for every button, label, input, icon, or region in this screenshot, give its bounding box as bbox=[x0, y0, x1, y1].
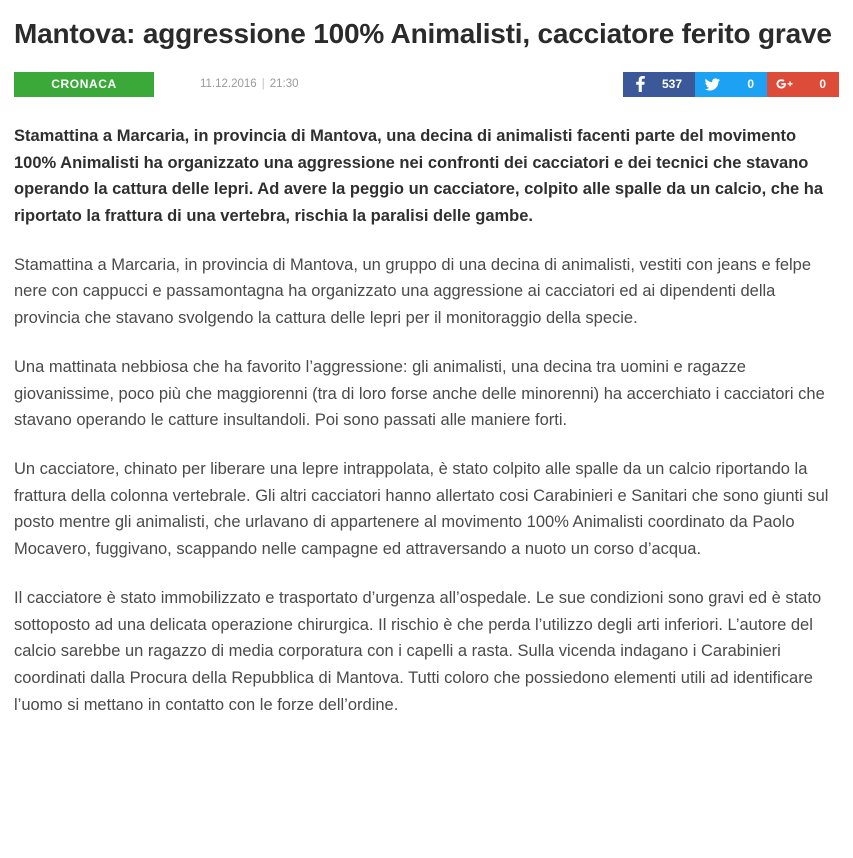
share-googleplus-button[interactable] bbox=[767, 72, 839, 97]
article-date-block bbox=[200, 72, 298, 97]
article-paragraph: Un cacciatore, chinato per liberare una lepre intrappolata, è stato colpito alle spalle da un calcio riportando la frattura della colonna vertebrale. Gli altri cacciatori hanno allertato cosi Carabinieri e Sanitari che sono giunti sul posto mentre gli animalisti, che urlavano di appartenere al movimento 100% Animalisti coordinato da Paolo Mocavero, fuggivano, scappando nelle campagne ed attraversando a nuoto un corso d’acqua. bbox=[14, 460, 829, 559]
google-plus-icon bbox=[767, 72, 801, 97]
share-twitter-button[interactable] bbox=[695, 72, 767, 97]
share-facebook-button[interactable] bbox=[623, 72, 695, 97]
date-separator: | bbox=[261, 78, 265, 91]
share-buttons bbox=[623, 72, 839, 97]
article-lead: Stamattina a Marcaria, in provincia di Mantova, una decina di animalisti facenti parte del movimento 100% Animalisti ha organizzato una aggressione nei confronti dei cacciatori e dei tecnici che stavano operando la cattura delle lepri. Ad avere la peggio un cacciatore, colpito alle spalle da un calcio, che ha riportato la frattura di una vertebra, rischia la paralisi delle gambe. bbox=[14, 126, 824, 225]
article-paragraph: Stamattina a Marcaria, in provincia di Mantova, un gruppo di una decina di animalisti, vestiti con jeans e felpe nere con cappucci e passamontagna ha organizzato una aggressione ai cacciatori ed ai dipendenti della provincia che stavano svolgendo la cattura delle lepri per il monitoraggio della specie. bbox=[14, 255, 812, 328]
twitter-share-count: 0 bbox=[747, 77, 754, 92]
article-time: 21:30 bbox=[269, 78, 299, 91]
page-title: Mantova: aggressione 100% Animalisti, cacciatore ferito grave bbox=[14, 18, 832, 49]
article-paragraph: Una mattinata nebbiosa che ha favorito l’aggressione: gli animalisti, una decina tra uomini e ragazze giovanissime, poco più che maggiorenni (tra di loro forse anche delle minorenni) ha accerchiato i cacciatori che stavano operando le catture insultandoli. Poi sono passati alle maniere forti. bbox=[14, 357, 825, 430]
article-paragraph: Il cacciatore è stato immobilizzato e trasportato d’urgenza all’ospedale. Le sue condizioni sono gravi ed è stato sottoposto ad una delicata operazione chirurgica. Il rischio è che perda l’utilizzo degli arti inferiori. L’autore del calcio sarebbe un ragazzo di media corporatura con i capelli a rasta. Sulla vicenda indagano i Carabinieri coordinati dalla Procura della Repubblica di Mantova. Tutti coloro che possiedono elementi utili ad identificare l’uomo si mettano in contatto con le forze dell’ordine. bbox=[14, 588, 822, 714]
googleplus-share-count: 0 bbox=[819, 77, 826, 92]
category-badge[interactable]: CRONACA bbox=[14, 72, 154, 97]
facebook-share-count: 537 bbox=[661, 77, 682, 92]
facebook-icon bbox=[623, 72, 657, 97]
article-meta-bar bbox=[14, 72, 839, 97]
article-date: 11.12.2016 bbox=[200, 78, 257, 91]
twitter-icon bbox=[695, 72, 729, 97]
